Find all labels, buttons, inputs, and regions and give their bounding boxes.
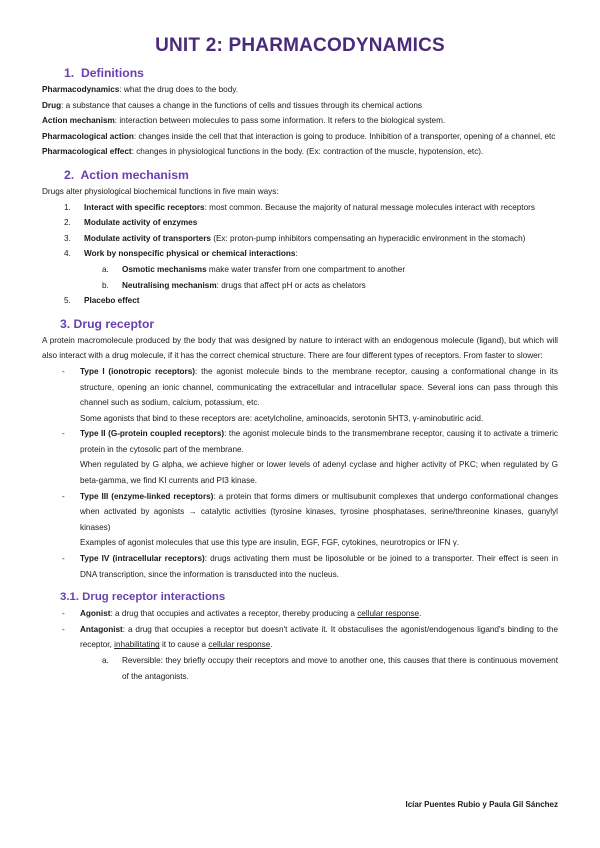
receptor-type-3-extra: Examples of agonist molecules that use this type are insulin, EGF, FGF, cytokines, neurotropics or IFN γ. <box>80 538 460 548</box>
receptor-type-3: - Type III (enzyme-linked receptors): a protein that forms dimers or multisubunit complexes that undergo conformational changes when activated by agonists → catalytic activities (tyrosine kinases, tyrosine phosphatases, serine/threonine kinases, guanylyl kinases) <box>62 491 558 532</box>
receptor-types-list-3 <box>42 489 558 536</box>
footer-authors: Icíar Puentes Rubio y Paula Gil Sánchez <box>405 800 558 809</box>
section-3-1-heading: 3.1. Drug receptor interactions <box>60 591 226 604</box>
agonist-item: - Agonist: a drug that occupies and activates a receptor, thereby producing a cellular response. <box>62 609 422 619</box>
receptor-types-list <box>42 364 558 411</box>
section-2-title: Action mechanism <box>80 167 189 182</box>
list-item: 1. Interact with specific receptors: most common. Because the majority of natural message molecules interact with receptors <box>64 202 535 212</box>
receptor-type-1: - Type I (ionotropic receptors): the agonist molecule binds to the membrane receptor, causing a conformational change in its structure, opening an ionic channel, communicating the extracellular and intracellular space. Several ions can pass through this channel such as sodium, calcium, potassium, etc. <box>62 366 559 408</box>
action-mechanism-list-cont <box>42 293 558 309</box>
underlined-term: cellular response <box>208 640 271 650</box>
receptor-types-list-2 <box>42 426 558 457</box>
receptor-type-2: - Type II (G-protein coupled receptors): the agonist molecule binds to the transmembrane receptor, causing it to activate a trimeric protein in the cytosolic part of the membrane. <box>62 429 558 454</box>
section-3-heading: 3. Drug receptor <box>60 316 155 331</box>
list-item: 4. Work by nonspecific physical or chemical interactions: <box>64 249 298 259</box>
action-mechanism-list <box>42 200 558 262</box>
definition-drug: Drug: a substance that causes a change in the functions of cells and tissues through its chemical actions <box>42 100 423 110</box>
receptor-types-list-4 <box>42 551 558 582</box>
list-item: b. Neutralising mechanism: drugs that affect pH or acts as chelators <box>102 280 366 290</box>
underlined-term: inhabilitating <box>114 640 160 650</box>
receptor-type-4: - Type IV (intracellular receptors): drugs activating them must be liposoluble or be joined to a transporter. Their effect is seen in DNA transcription, since the information is transducted into the nucleus. <box>62 554 558 579</box>
definition-pharmacological-action: Pharmacological action: changes inside the cell that that interaction is going to produce. Inhibition of a transporter, opening of a channel, etc <box>42 131 556 141</box>
list-item: a. Reversible: they briefly occupy their receptors and move to another one, this causes that there is continuous movement of the antagonists. <box>102 656 558 681</box>
interactions-list <box>42 606 558 653</box>
section-3-intro: A protein macromolecule produced by the body that was designed by nature to interact with an endogenous molecule (ligand), but which will also interact with a drug molecule, if it has the correct chemical structure. There are four different types of receptors. From faster to slower: <box>42 335 558 361</box>
definition-action-mechanism: Action mechanism: interaction between molecules to pass some information. It refers to the biological system. <box>42 116 446 126</box>
receptor-type-2-extra: When regulated by G alpha, we achieve higher or lower levels of adenyl cyclase and higher activity of PKC; when regulated by G beta-gamma, we find KI currents and PI3 kinase. <box>80 460 558 486</box>
section-2-number: 2. <box>64 167 75 182</box>
antagonist-item: - Antagonist: a drug that occupies a receptor but doesn't activate it. It obstaculises the agonist/endogenous ligand's binding to the receptor, inhabilitating it to cause a cellular response. <box>62 624 558 650</box>
list-item: 2. Modulate activity of enzymes <box>64 218 198 228</box>
definition-pharmacological-effect: Pharmacological effect: changes in physiological functions in the body. (Ex: contraction of the muscle, hypotension, etc). <box>42 147 484 157</box>
section-2-heading <box>42 166 558 184</box>
list-item: 3. Modulate activity of transporters (Ex: proton-pump inhibitors compensating an hyperacidic environment in the stomach) <box>64 233 526 243</box>
section-1-number: 1. <box>64 66 75 80</box>
list-item: 5. Placebo effect <box>64 296 140 306</box>
section-2-intro: Drugs alter physiological biochemical functions in five main ways: <box>42 186 279 196</box>
underlined-term: cellular response <box>357 609 420 619</box>
section-1-title: Definitions <box>80 66 144 80</box>
section-1-heading <box>42 64 558 82</box>
document-page <box>42 34 558 684</box>
page-title: UNIT 2: PHARMACODYNAMICS <box>155 35 445 56</box>
definition-pharmacodynamics: Pharmacodynamics: what the drug does to the body. <box>42 85 239 94</box>
receptor-type-1-extra: Some agonists that bind to these receptors are: acetylcholine, aminoacids, serotonin 5HT3, γ-aminobutiric acid. <box>80 413 484 423</box>
nonspecific-interactions-sublist <box>42 262 558 293</box>
antagonist-sublist <box>42 653 558 684</box>
list-item: a. Osmotic mechanisms make water transfer from one compartment to another <box>102 264 406 274</box>
